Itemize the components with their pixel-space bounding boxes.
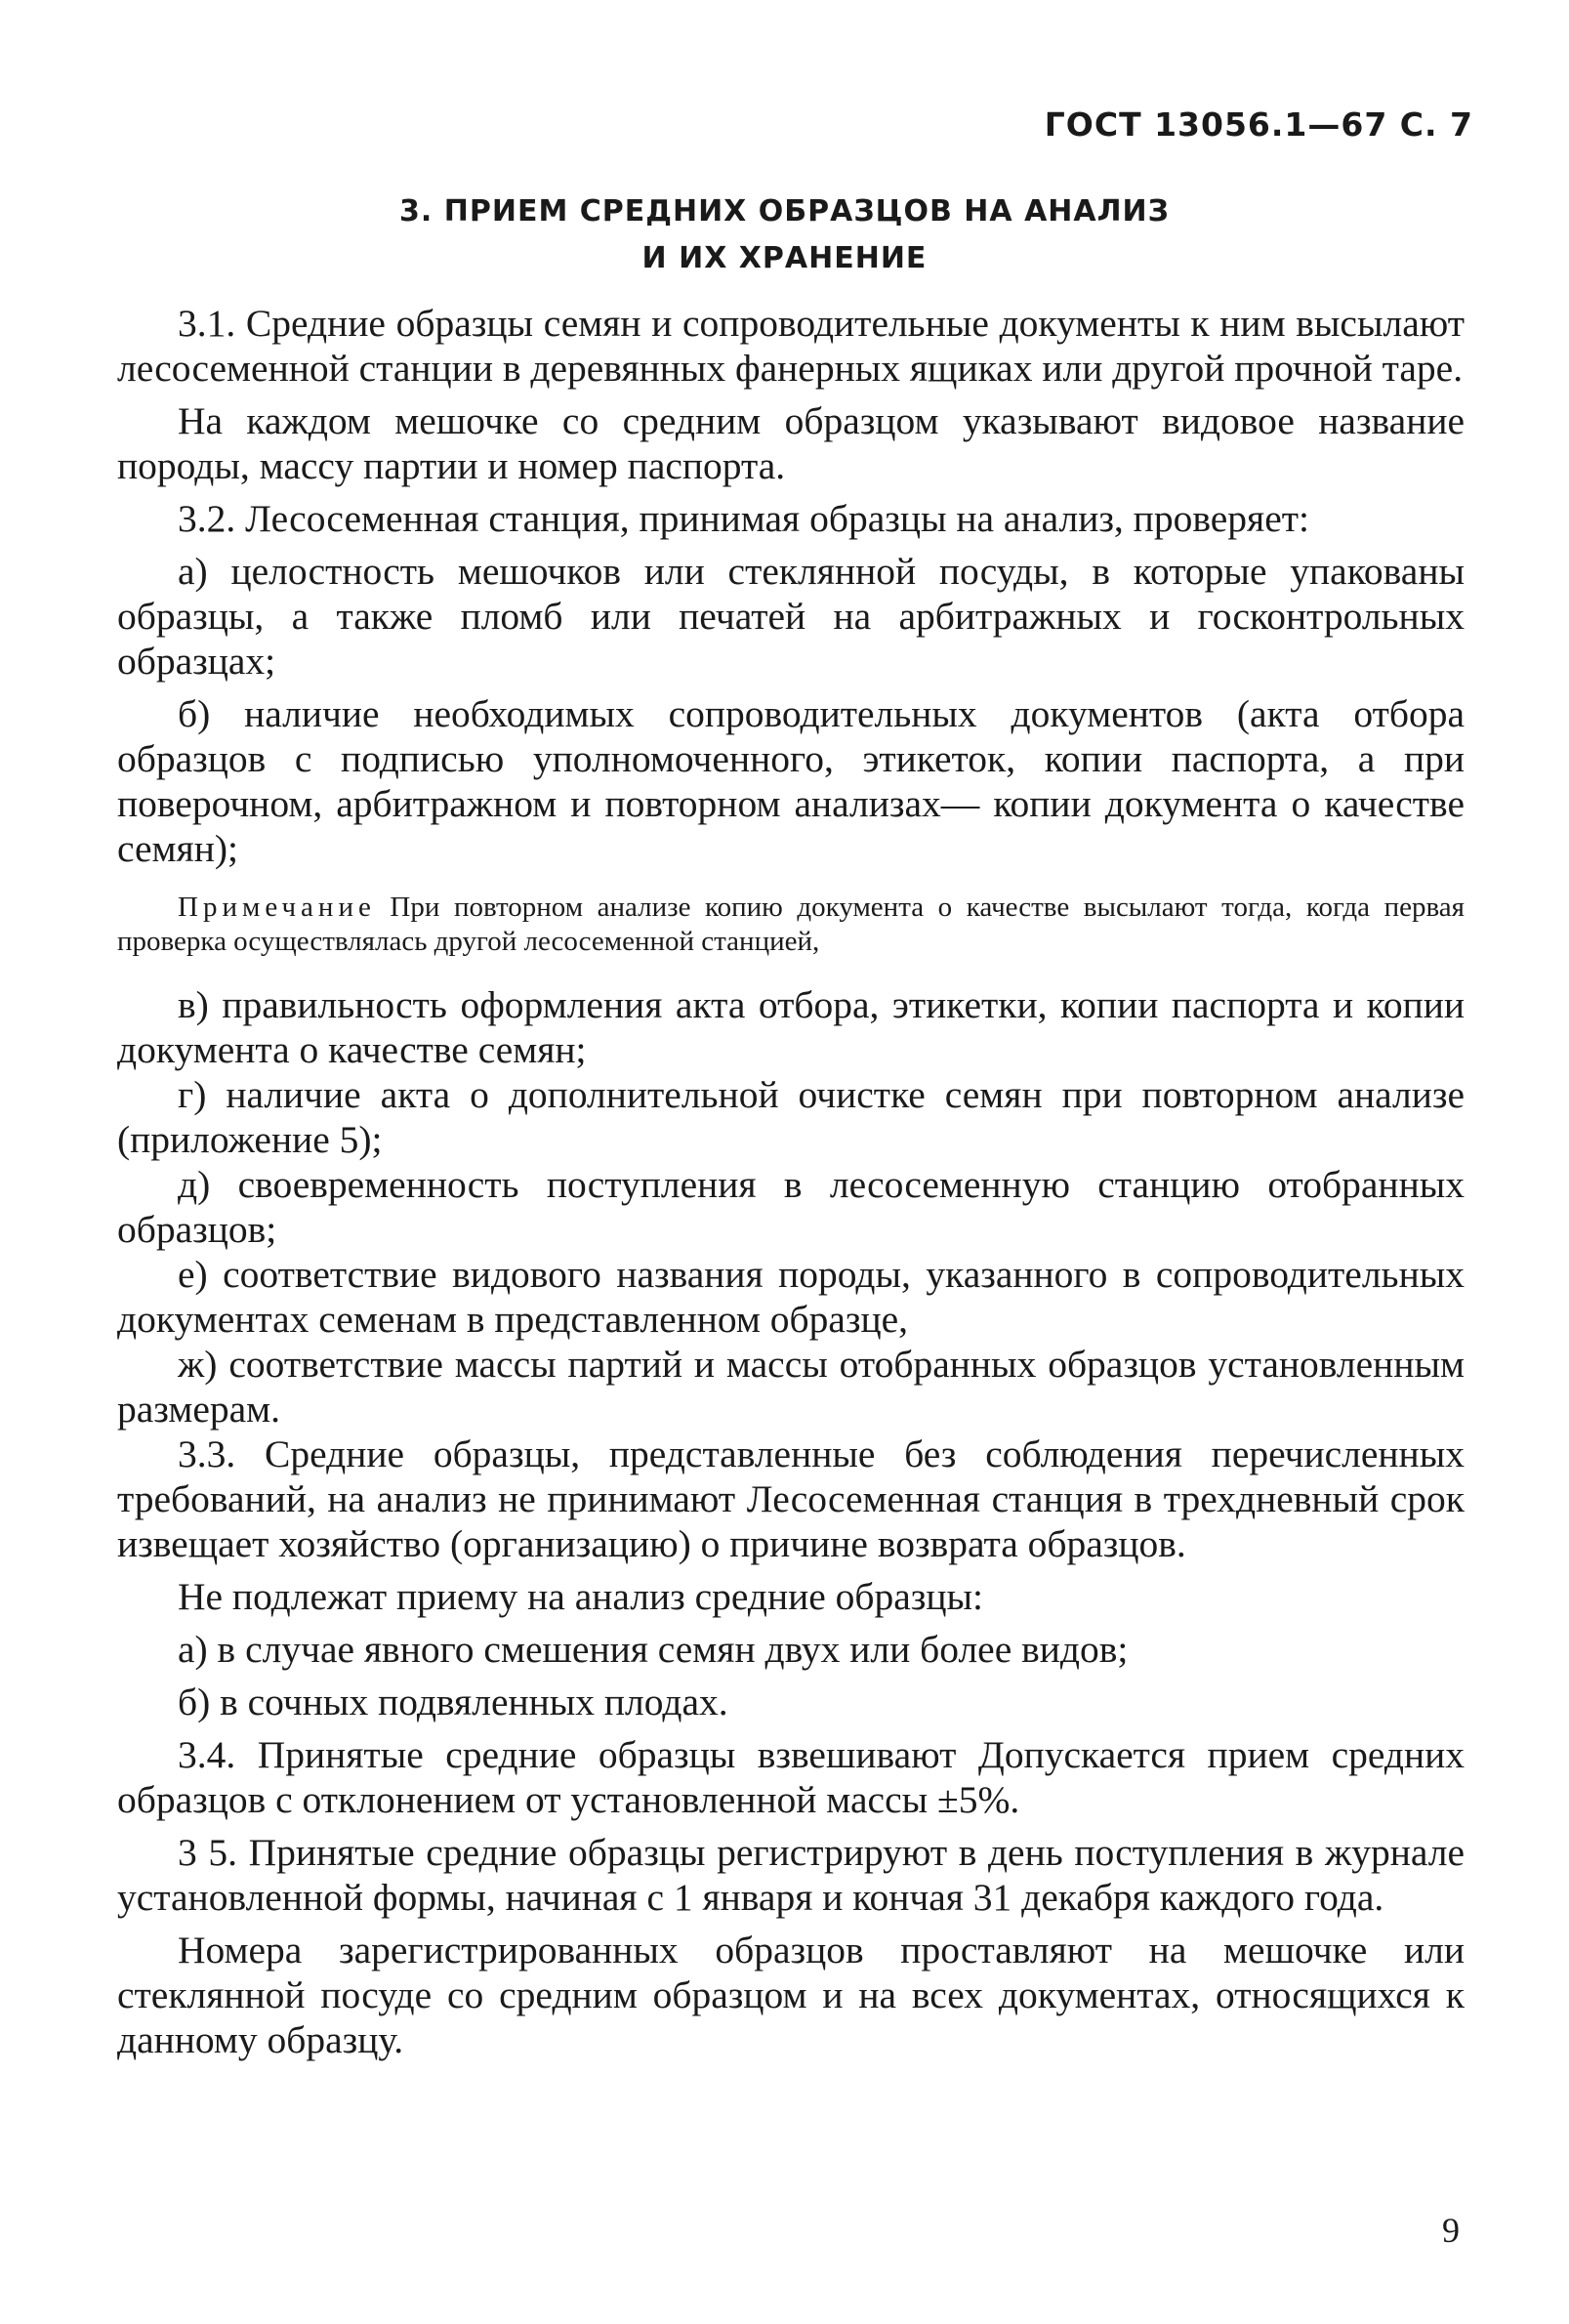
paragraph-3-2-a: а) целостность мешочков или стеклянной посуды, в которые упакованы образцы, а также пломб или печатей на арбитражных и госконтрольных образцах; bbox=[117, 550, 1465, 683]
paragraph-3-1-labeling: На каждом мешочке со средним образцом указывают видовое название породы, массу партии и номер паспорта. bbox=[117, 399, 1465, 487]
paragraph-3-1: 3.1. Средние образцы семян и сопроводительные документы к ним высылают лесосеменной станции в деревянных фанерных ящиках или другой прочной таре. bbox=[117, 302, 1465, 390]
paragraph-3-3-b: б) в сочных подвяленных плодах. bbox=[178, 1681, 728, 1723]
paragraph-3-5-numbers: Номера зарегистрированных образцов проставляют на мешочке или стеклянной посуде со средним образцом и на всех документах, относящихся к данному образцу. bbox=[117, 1929, 1465, 2061]
section-title-line-1: 3. ПРИЕМ СРЕДНИХ ОБРАЗЦОВ НА АНАЛИЗ bbox=[399, 194, 1170, 228]
note bbox=[117, 891, 1465, 959]
section-title-line-2: И ИХ ХРАНЕНИЕ bbox=[641, 241, 928, 275]
paragraph-3-2-e: е) соответствие видового названия породы, указанного в сопроводительных документах семенам в представленном образце, bbox=[117, 1253, 1465, 1341]
paragraph-3-2: 3.2. Лесосеменная станция, принимая образцы на анализ, проверяет: bbox=[178, 497, 1309, 540]
paragraph-3-2-g: г) наличие акта о дополнительной очистке семян при повторном анализе (приложение 5); bbox=[117, 1073, 1465, 1161]
page-number: 9 bbox=[1442, 2211, 1460, 2250]
paragraph-3-2-d: д) своевременность поступления в лесосеменную станцию отобранных образцов; bbox=[117, 1163, 1465, 1251]
paragraph-3-3: 3.3. Средние образцы, представленные без соблюдения перечисленных требований, на анализ не принимают Лесосеменная станция в трехдневный срок извещает хозяйство (организацию) о причине возврата образцов. bbox=[117, 1432, 1465, 1565]
document-body bbox=[117, 301, 1465, 2062]
paragraph-3-2-zh: ж) соответствие массы партий и массы отобранных образцов установленным размерам. bbox=[117, 1343, 1465, 1431]
note-text: При повторном анализе копию документа о качестве высылают тогда, когда первая проверка осуществлялась другой лесосеменной станцией, bbox=[117, 892, 1466, 957]
paragraph-3-4: 3.4. Принятые средние образцы взвешивают Допускается прием средних образцов с отклонением от установленной массы ±5%. bbox=[117, 1733, 1465, 1821]
document-header: ГОСТ 13056.1—67 С. 7 bbox=[1044, 105, 1473, 144]
paragraph-3-3-a: а) в случае явного смешения семян двух или более видов; bbox=[178, 1628, 1129, 1671]
paragraph-3-2-v: в) правильность оформления акта отбора, этикетки, копии паспорта и копии документа о качестве семян; bbox=[117, 983, 1465, 1071]
paragraph-3-5: 3 5. Принятые средние образцы регистрируют в день поступления в журнале установленной формы, начиная с 1 января и кончая 31 декабря каждого года. bbox=[117, 1831, 1465, 1919]
note-label: Примечание bbox=[178, 892, 376, 923]
section-title bbox=[0, 188, 1569, 282]
paragraph-3-2-b: б) наличие необходимых сопроводительных документов (акта отбора образцов с подписью уполномоченного, этикеток, копии паспорта, а при поверочном, арбитражном и повторном анализах— копии документа о качестве семян); bbox=[117, 692, 1465, 870]
paragraph-3-3-not-accepted: Не подлежат приему на анализ средние образцы: bbox=[178, 1575, 984, 1618]
